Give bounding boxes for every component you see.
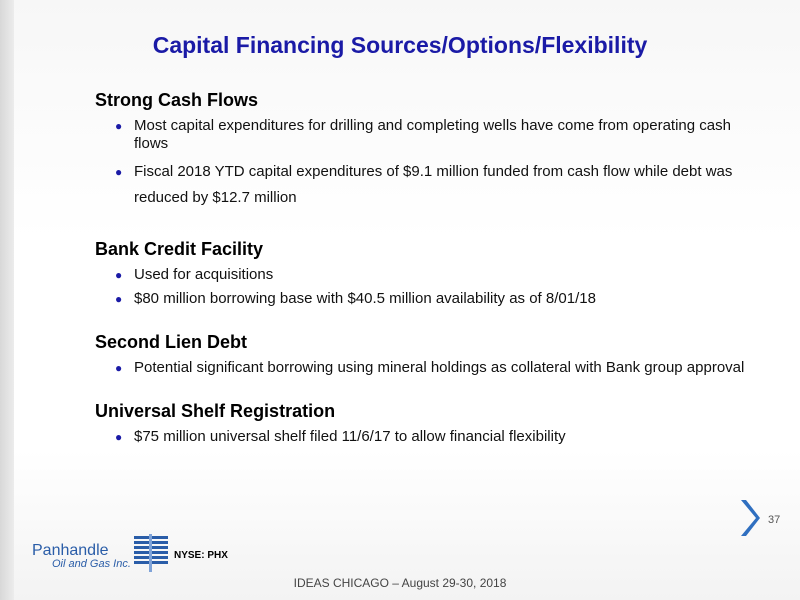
bullet-icon: ● (115, 430, 123, 444)
bullet-icon: ● (115, 292, 123, 306)
bullet-icon: ● (115, 361, 123, 375)
section-heading: Strong Cash Flows (95, 90, 259, 110)
page-number: 37 (768, 514, 781, 526)
bullet-text: Potential significant borrowing using mineral holdings as collateral with Bank group approval (134, 359, 745, 376)
stock-ticker: NYSE: PHX (174, 550, 228, 561)
bullet-item (95, 428, 745, 446)
bullet-text: $80 million borrowing base with $40.5 million availability as of 8/01/18 (134, 290, 596, 307)
bullet-item (95, 159, 745, 211)
bullet-icon: ● (115, 268, 123, 282)
slide-title: Capital Financing Sources/Options/Flexibility (152, 32, 648, 58)
section-second-lien-debt (95, 332, 745, 377)
section-bank-credit-facility (95, 239, 745, 308)
bullet-item (95, 117, 745, 153)
chevron-right-icon[interactable] (738, 498, 760, 538)
slide-footer: IDEAS CHICAGO – August 29-30, 2018 (293, 576, 507, 590)
section-universal-shelf-registration (95, 401, 745, 446)
slide-left-bar (0, 0, 14, 600)
bullet-list (95, 266, 745, 308)
logo-subtitle: Oil and Gas Inc. (52, 558, 131, 570)
bullet-list (95, 359, 745, 377)
bullet-text: Most capital expenditures for drilling and completing wells have come from operating cash flows (134, 117, 731, 152)
bullet-text: $75 million universal shelf filed 11/6/17 to allow financial flexibility (134, 428, 566, 445)
bullet-list (95, 428, 745, 446)
bullet-item (95, 266, 745, 284)
section-heading: Bank Credit Facility (95, 239, 264, 259)
section-heading: Universal Shelf Registration (95, 401, 336, 421)
bullet-item (95, 290, 745, 308)
bullet-icon: ● (115, 165, 123, 179)
bullet-text: Fiscal 2018 YTD capital expenditures of $9.1 million funded from cash flow while debt was reduced by $12.7 million (134, 163, 733, 206)
bullet-icon: ● (115, 119, 123, 133)
bullet-list (95, 117, 745, 211)
bullet-text: Used for acquisitions (134, 266, 274, 283)
slide-content (95, 90, 745, 456)
section-strong-cash-flows (95, 90, 745, 211)
bullet-item (95, 359, 745, 377)
section-heading: Second Lien Debt (95, 332, 248, 352)
logo-name: Panhandle (32, 542, 109, 559)
company-logo (32, 534, 232, 574)
